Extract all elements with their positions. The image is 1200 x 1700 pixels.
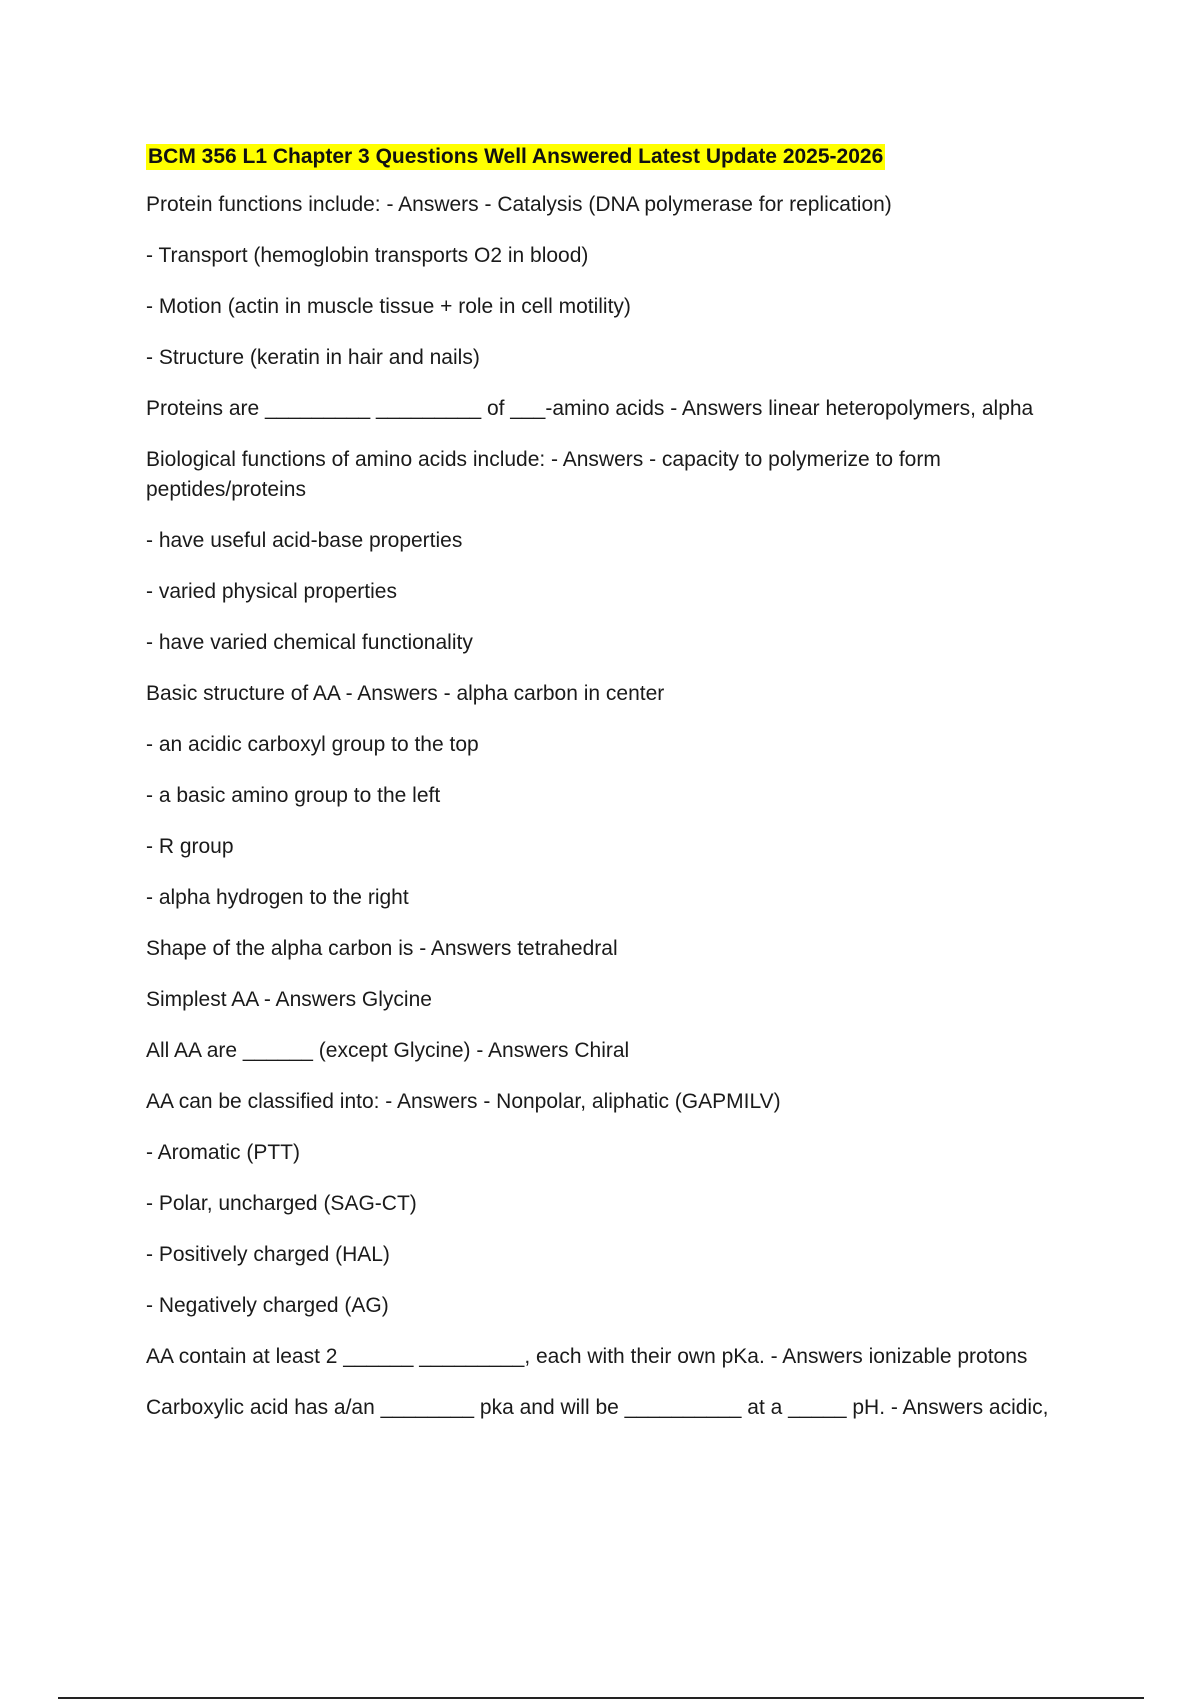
text-line: Basic structure of AA - Answers - alpha carbon in center xyxy=(146,682,665,705)
text-line: - Aromatic (PTT) xyxy=(146,1141,301,1164)
text-line: Proteins are _________ _________ of ___-amino acids - Answers linear heteropolymers, alpha xyxy=(146,397,1034,420)
text-line: - an acidic carboxyl group to the top xyxy=(146,733,479,756)
text-line: - Negatively charged (AG) xyxy=(146,1294,389,1317)
text-line: - R group xyxy=(146,835,234,858)
text-line: - Polar, uncharged (SAG-CT) xyxy=(146,1192,417,1215)
text-line: AA can be classified into: - Answers - Nonpolar, aliphatic (GAPMILV) xyxy=(146,1090,781,1113)
text-line: Carboxylic acid has a/an ________ pka and will be __________ at a _____ pH. - Answers acidic, xyxy=(146,1396,1049,1419)
text-line: - have varied chemical functionality xyxy=(146,631,473,654)
text-line: AA contain at least 2 ______ _________, each with their own pKa. - Answers ionizable protons xyxy=(146,1345,1028,1368)
text-line: Protein functions include: - Answers - Catalysis (DNA polymerase for replication) xyxy=(146,193,892,216)
document-body xyxy=(146,144,1076,1444)
text-line: - varied physical properties xyxy=(146,580,397,603)
text-line: Shape of the alpha carbon is - Answers tetrahedral xyxy=(146,937,618,960)
text-line: Simplest AA - Answers Glycine xyxy=(146,988,432,1011)
text-line: - Motion (actin in muscle tissue + role in cell motility) xyxy=(146,295,631,318)
text-line: - Positively charged (HAL) xyxy=(146,1243,390,1266)
text-line: - Transport (hemoglobin transports O2 in blood) xyxy=(146,244,589,267)
page-bottom-rule xyxy=(58,1697,1144,1699)
text-line: - have useful acid-base properties xyxy=(146,529,463,552)
text-line: - Structure (keratin in hair and nails) xyxy=(146,346,480,369)
text-line: Biological functions of amino acids include: - Answers - capacity to polymerize to form peptides/proteins xyxy=(146,448,941,501)
text-line: All AA are ______ (except Glycine) - Answers Chiral xyxy=(146,1039,630,1062)
document-title: BCM 356 L1 Chapter 3 Questions Well Answered Latest Update 2025-2026 xyxy=(148,145,884,168)
text-line: - a basic amino group to the left xyxy=(146,784,441,807)
text-line: - alpha hydrogen to the right xyxy=(146,886,409,909)
